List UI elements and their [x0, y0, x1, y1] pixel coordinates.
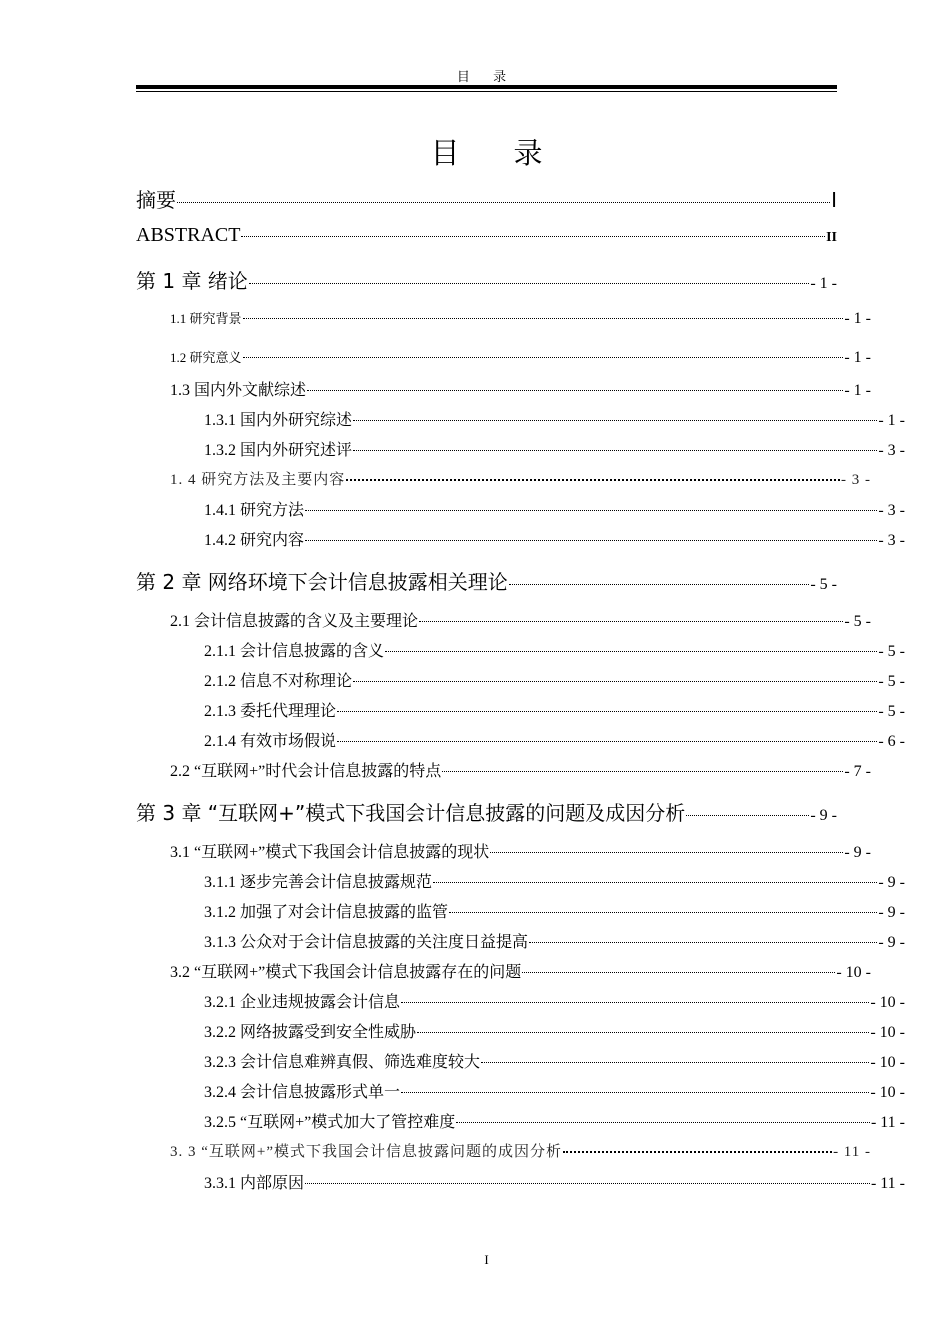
toc-entry-page: - 9 - — [810, 807, 837, 824]
toc-entry-page: - 11 - — [870, 1114, 905, 1131]
toc-entry[interactable] — [136, 566, 837, 595]
toc-entry[interactable] — [136, 407, 905, 430]
toc-entry-page: - 9 - — [878, 874, 905, 891]
dot-leader — [249, 283, 810, 284]
toc-entry[interactable] — [136, 468, 871, 489]
toc-entry-page: - 5 - — [878, 673, 905, 690]
toc-entry-page: - 1 - — [878, 412, 905, 429]
dot-leader — [305, 510, 877, 511]
toc-entry-label: 1.3.2 国内外研究述评 — [204, 442, 353, 459]
toc-entry[interactable] — [136, 989, 905, 1012]
toc-entry-label: 2.1.3 委托代理理论 — [204, 703, 337, 720]
dot-leader — [419, 621, 843, 622]
toc-entry-label: 第 1 章 绪论 — [136, 269, 248, 293]
page-number: I — [484, 1252, 489, 1267]
toc-entry-page: I — [831, 188, 837, 212]
dot-leader — [401, 1002, 869, 1003]
toc-entry-label: 2.1.2 信息不对称理论 — [204, 673, 353, 690]
dot-leader — [449, 912, 877, 913]
dot-leader — [509, 584, 810, 585]
toc-entry[interactable] — [136, 1049, 905, 1072]
toc-entry-label: 1. 4 研究方法及主要内容 — [170, 472, 346, 488]
toc-entry-page: - 10 - — [870, 1054, 905, 1071]
dot-leader — [417, 1032, 869, 1033]
toc-entry-page: - 5 - — [810, 576, 837, 593]
toc-entry-page: - 10 - — [870, 1084, 905, 1101]
dot-leader — [433, 882, 877, 883]
page-header: 目 录 — [456, 69, 517, 84]
dot-leader — [305, 1183, 870, 1184]
toc-entry-page: - 5 - — [878, 703, 905, 720]
dot-leader — [337, 711, 877, 712]
toc-entry-label: 2.1.1 会计信息披露的含义 — [204, 643, 385, 660]
toc-entry-page: - 1 - — [844, 349, 871, 366]
dot-leader — [529, 942, 877, 943]
toc-entry-label: 3.2.2 网络披露受到安全性威胁 — [204, 1024, 417, 1041]
toc-entry-label: 3.2.1 企业违规披露会计信息 — [204, 994, 401, 1011]
dot-leader — [563, 1151, 832, 1153]
dot-leader — [305, 540, 877, 541]
toc-entry[interactable] — [136, 899, 905, 922]
toc-entry-page: - 1 - — [810, 275, 837, 292]
toc-entry-label: 2.1.4 有效市场假说 — [204, 733, 337, 750]
toc-entry-label: 1.4.1 研究方法 — [204, 502, 305, 519]
toc-entry[interactable] — [136, 959, 871, 982]
toc-entry-label: 2.1 会计信息披露的含义及主要理论 — [170, 613, 419, 630]
dot-leader — [353, 681, 877, 682]
dot-leader — [353, 450, 877, 451]
header-rule-thin — [136, 91, 837, 92]
toc-entry-page: - 9 - — [878, 904, 905, 921]
toc-entry-label: ABSTRACT — [136, 224, 241, 246]
toc-entry-page: - 7 - — [844, 763, 871, 780]
toc-entry-label: 1.3.1 国内外研究综述 — [204, 412, 353, 429]
toc-entry-label: 3.2.3 会计信息难辨真假、筛选难度较大 — [204, 1054, 481, 1071]
toc-entry[interactable] — [136, 797, 837, 826]
dot-leader — [401, 1092, 869, 1093]
toc-entry[interactable] — [136, 1079, 905, 1102]
toc-entry-label: 3.1.3 公众对于会计信息披露的关注度日益提高 — [204, 934, 529, 951]
toc-entry-page: - 5 - — [844, 613, 871, 630]
dot-leader — [353, 420, 877, 421]
toc-entry[interactable] — [136, 1140, 871, 1161]
toc-entry-label: 3.2 “互联网+”模式下我国会计信息披露存在的问题 — [170, 964, 522, 981]
toc-entry-page: - 11 - — [870, 1175, 905, 1192]
toc-entry-label: 2.2 “互联网+”时代会计信息披露的特点 — [170, 763, 442, 780]
toc-entry-label: 3.2.4 会计信息披露形式单一 — [204, 1084, 401, 1101]
toc-entry[interactable] — [136, 728, 905, 751]
toc-entry-page: - 5 - — [878, 643, 905, 660]
toc-entry-page: - 10 - — [870, 994, 905, 1011]
toc-entry-page: - 1 - — [844, 310, 871, 327]
dot-leader — [686, 815, 809, 816]
dot-leader — [456, 1122, 870, 1123]
toc-entry[interactable] — [136, 347, 871, 367]
toc-entry[interactable] — [136, 1109, 905, 1132]
dot-leader — [442, 771, 843, 772]
toc-entry[interactable] — [136, 869, 905, 892]
toc-entry[interactable] — [136, 839, 871, 862]
toc-entry-label: 3.1 “互联网+”模式下我国会计信息披露的现状 — [170, 844, 490, 861]
toc-entry-label: 第 3 章 “互联网+”模式下我国会计信息披露的问题及成因分析 — [136, 801, 686, 825]
toc-entry-label: 3.2.5 “互联网+”模式加大了管控难度 — [204, 1114, 456, 1131]
toc-entry-label: 1.1 研究背景 — [170, 311, 242, 326]
dot-leader — [243, 318, 844, 319]
toc-entry-label: 3.1.1 逐步完善会计信息披露规范 — [204, 874, 433, 891]
toc-entry[interactable] — [136, 184, 837, 213]
toc-title: 目录 — [430, 136, 597, 170]
toc-entry[interactable] — [136, 527, 905, 550]
toc-entry[interactable] — [136, 308, 871, 328]
header-rule-thick — [136, 85, 837, 89]
toc-entry[interactable] — [136, 265, 837, 294]
toc-entry[interactable] — [136, 437, 905, 460]
dot-leader — [385, 651, 877, 652]
toc-entry[interactable] — [136, 1019, 905, 1042]
toc-entry[interactable] — [136, 929, 905, 952]
dot-leader — [241, 236, 825, 237]
toc-entry-label: 摘要 — [136, 188, 176, 212]
toc-entry[interactable] — [136, 224, 837, 247]
toc-entry-page: - 3 - — [841, 472, 871, 488]
toc-entry-label: 3. 3 “互联网+”模式下我国会计信息披露问题的成因分析 — [170, 1144, 563, 1160]
toc-entry-page: - 10 - — [836, 964, 871, 981]
toc-entry-label: 1.3 国内外文献综述 — [170, 382, 307, 399]
toc-entry[interactable] — [136, 698, 905, 721]
dot-leader — [307, 390, 843, 391]
toc-entry-label: 1.4.2 研究内容 — [204, 532, 305, 549]
dot-leader — [481, 1062, 869, 1063]
dot-leader — [490, 852, 843, 853]
dot-leader — [346, 479, 840, 481]
toc-entry-page: - 9 - — [844, 844, 871, 861]
toc-entry-page: - 1 - — [844, 382, 871, 399]
toc-entry-page: - 9 - — [878, 934, 905, 951]
toc-entry-label: 第 2 章 网络环境下会计信息披露相关理论 — [136, 570, 508, 594]
toc-entry[interactable] — [136, 1170, 905, 1193]
toc-entry[interactable] — [136, 608, 871, 631]
toc-entry[interactable] — [136, 758, 871, 781]
toc-entry-page: - 6 - — [878, 733, 905, 750]
toc-entry[interactable] — [136, 377, 871, 400]
toc-entry-label: 3.1.2 加强了对会计信息披露的监管 — [204, 904, 449, 921]
toc-entry-label: 3.3.1 内部原因 — [204, 1175, 305, 1192]
toc-entry-page: - 3 - — [878, 442, 905, 459]
dot-leader — [177, 202, 830, 203]
dot-leader — [243, 357, 844, 358]
toc-entry-page: - 11 - — [833, 1144, 871, 1160]
toc-entry-page: II — [826, 230, 837, 245]
toc-entry[interactable] — [136, 668, 905, 691]
toc-entry-page: - 3 - — [878, 532, 905, 549]
toc-entry[interactable] — [136, 497, 905, 520]
dot-leader — [522, 972, 835, 973]
toc-entry[interactable] — [136, 638, 905, 661]
toc-entry-label: 1.2 研究意义 — [170, 350, 242, 365]
dot-leader — [337, 741, 877, 742]
toc-entry-page: - 10 - — [870, 1024, 905, 1041]
toc-entry-page: - 3 - — [878, 502, 905, 519]
